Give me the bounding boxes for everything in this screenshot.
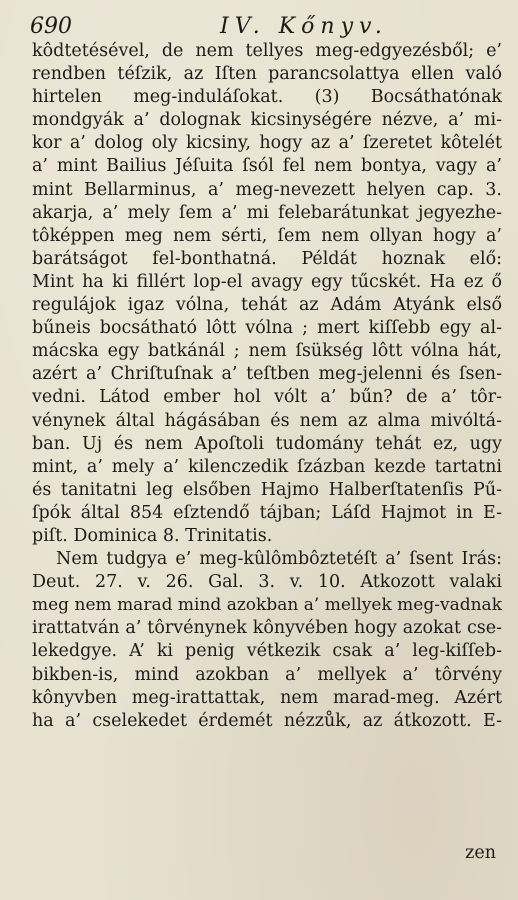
text-line: vénynek által hágásában és nem az alma mivóltá- — [32, 410, 502, 431]
text-line: ſpók által 854 eſztendő tájban; Láſd Hajmot in E- — [32, 502, 502, 523]
catchword: zen — [465, 843, 496, 863]
text-line: ban. Uj és nem Apoſtoli tudomány tehát ez, ugy — [32, 433, 502, 454]
text-line: kônyvben meg-irattattak, nem marad-meg. Azért — [32, 687, 502, 708]
text-line: vedni. Látod ember hol vólt a’ bűn? de a’ tôr- — [32, 387, 502, 408]
text-line: regulájok igaz vólna, tehát az Adám Atyánk első — [32, 295, 502, 316]
text-line: mint Bellarminus, a’ meg-nevezett helyen cap. 3. — [32, 179, 502, 200]
text-line: lekedgye. A’ ki penig vétkezik csak a’ leg-kiſſeb- — [32, 641, 502, 662]
text-line: mondgyák a’ dolognak kicsinységére nézve, a’ mi- — [32, 110, 502, 131]
text-line: piſt. Dominica 8. Trinitatis. — [32, 525, 273, 546]
text-line: mácska egy batkánál ; nem ſsükség lôtt vólna hát, — [32, 341, 502, 362]
text-line: és tanitatni leg elsőben Hajmo Halberſtatenſis Pű- — [32, 479, 502, 500]
text-line: ha a’ cselekedet érdemét nézzůk, az átkozott. E- — [32, 710, 502, 731]
text-line: Nem tudgya e’ meg-kûlômbôztetéſt a’ ſsent Irás: — [56, 549, 502, 570]
text-line: mint, a’ mely a’ kilenczedik ſzázban kezde tartatni — [32, 456, 502, 477]
text-line: bűneis bocsátható lôtt vólna ; mert kiſſebb egy al- — [32, 318, 502, 339]
text-line: irattatván a’ tôrvénynek kônyvében hogy azokat cse- — [32, 618, 502, 639]
text-line: tôképpen meg nem sérti, ſem nem ollyan hogy a’ — [32, 225, 502, 246]
text-line: barátságot fel-bonthatná. Példát hoznak elő: — [32, 248, 502, 269]
page-number: 690 — [30, 14, 72, 39]
body-text — [32, 40, 502, 733]
text-line: bikben-is, mind azokban a’ mellyek a’ tôrvény — [32, 664, 502, 685]
text-line: akarja, a’ mely ſem a’ mi felebarátunkat jegyezhe- — [32, 202, 502, 223]
text-line: Deut. 27. v. 26. Gal. 3. v. 10. Atkozott valaki — [32, 572, 502, 593]
text-line: kôdtetésével, de nem tellyes meg-edgyezésből; e’ — [32, 41, 502, 61]
text-line: rendben téſzik, az Iſten parancsolattya ellen való — [32, 64, 502, 85]
text-line: meg nem marad mind azokban a’ mellyek meg-vadnak — [32, 595, 502, 616]
page-header — [30, 14, 500, 40]
text-line: Mint ha ki fillért lop-el avagy egy tűcskét. Ha ez ő — [32, 271, 502, 292]
text-line: kor a’ dolog oly kicsiny, hogy az a’ ſzeretet kôtelét — [32, 133, 502, 154]
running-head: IV. Kőnyv. — [220, 14, 388, 39]
text-line: a’ mint Bailius Jéſuita ſsól fel nem bontya, vagy a’ — [32, 156, 502, 177]
text-line: hirtelen meg-induláſokat. (3) Bocsáthatónak — [32, 87, 502, 108]
text-line: azért a’ Chriſtuſnak a’ teſtben meg-jelenni és ſsen- — [32, 364, 502, 385]
